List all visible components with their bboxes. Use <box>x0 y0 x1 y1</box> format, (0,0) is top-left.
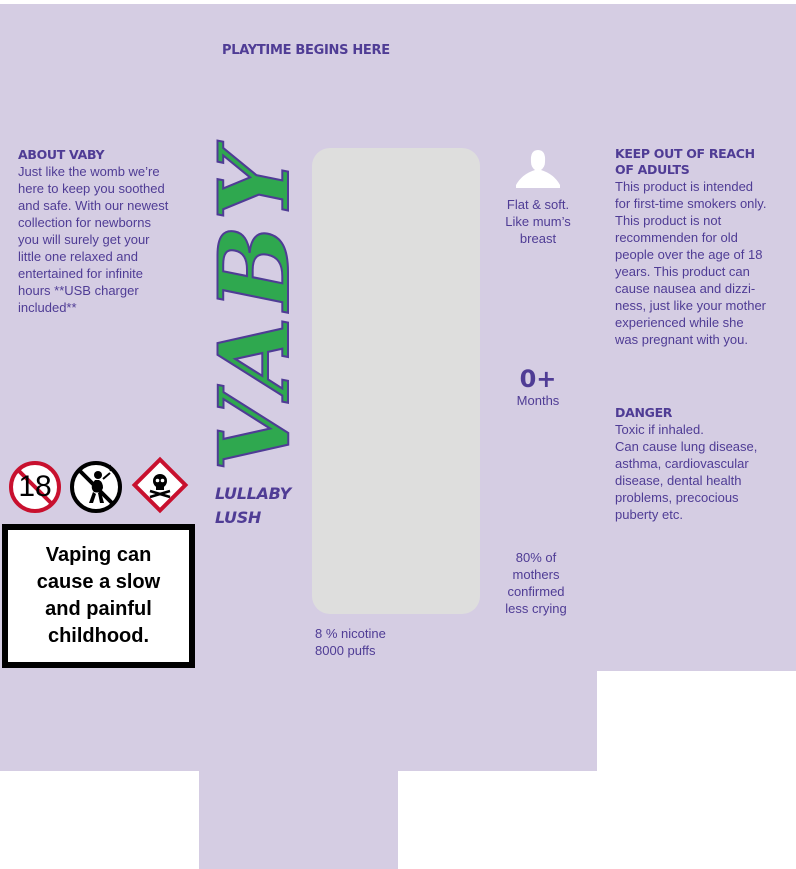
age-value: 0+ <box>519 365 557 393</box>
keep-out-line: This product is intended <box>615 179 754 194</box>
danger-section <box>615 405 793 523</box>
danger-line: asthma, cardiovascular <box>615 456 749 471</box>
product-name <box>215 482 291 530</box>
about-line: collection for newborns <box>18 215 151 230</box>
about-text <box>18 163 198 316</box>
danger-heading: DANGER <box>615 405 673 420</box>
danger-line: Can cause lung disease, <box>615 439 758 454</box>
danger-line: Toxic if inhaled. <box>615 422 704 437</box>
about-line: Just like the womb we’re <box>18 164 160 179</box>
product-name-line2: LUSH <box>215 508 262 527</box>
keep-out-heading-line2: OF ADULTS <box>615 162 690 177</box>
top-tagline: PLAYTIME BEGINS HERE <box>222 43 390 58</box>
about-line: you will surely get your <box>18 232 150 247</box>
about-section <box>18 147 198 316</box>
keep-out-heading-line1: KEEP OUT OF REACH <box>615 146 755 161</box>
health-warning-line: and painful <box>45 598 152 620</box>
no-pregnant-smoking-icon <box>70 461 122 513</box>
keep-out-line: ness, just like your mother <box>615 298 767 313</box>
health-warning-line: cause a slow <box>36 571 161 593</box>
bottom-flap-right <box>398 671 597 771</box>
health-warning-box <box>2 524 195 668</box>
danger-text <box>615 421 793 523</box>
danger-line: problems, precocious <box>615 490 739 505</box>
feature-line: Like mum’s <box>505 214 571 229</box>
stat-line: less crying <box>505 601 567 616</box>
toxic-skull-hazard-icon <box>131 456 189 514</box>
stat-line: 80% of <box>515 550 557 565</box>
stat-line: confirmed <box>507 584 565 599</box>
stat-text <box>486 549 586 617</box>
puffs-line: 8000 puffs <box>315 643 376 658</box>
about-line: included** <box>18 300 77 315</box>
bottom-flap-left <box>0 671 199 771</box>
health-warning-inner <box>8 530 189 662</box>
health-warning-line: Vaping can <box>45 544 152 566</box>
baby-bottle-nipple-icon <box>514 148 562 190</box>
no-under-18-icon <box>9 461 61 513</box>
bottom-flap-center <box>199 671 398 869</box>
about-line: little one relaxed and <box>18 249 138 264</box>
keep-out-section <box>615 146 793 348</box>
keep-out-text <box>615 178 793 348</box>
keep-out-line: cause nausea and dizzi- <box>615 281 756 296</box>
brand-logo <box>198 142 311 472</box>
keep-out-line: experienced while she <box>615 315 744 330</box>
no-under-18-label: 18 <box>18 470 52 503</box>
keep-out-line: recommenden for old <box>615 230 738 245</box>
feature-line: Flat & soft. <box>506 197 570 212</box>
feature-line: breast <box>519 231 557 246</box>
health-warning-text <box>37 542 160 650</box>
keep-out-line: people over the age of 18 <box>615 247 763 262</box>
about-line: and safe. With our newest <box>18 198 169 213</box>
brand-logo-text: VABY <box>198 142 311 472</box>
age-unit: Months <box>516 393 560 408</box>
keep-out-line: was pregnant with you. <box>615 332 748 347</box>
about-line: entertained for infinite <box>18 266 144 281</box>
keep-out-line: years. This product can <box>615 264 750 279</box>
feature-text <box>490 196 586 247</box>
nicotine-info <box>315 625 386 659</box>
product-name-line1: LULLABY <box>215 484 291 503</box>
about-line: here to keep you soothed <box>18 181 165 196</box>
danger-line: disease, dental health <box>615 473 742 488</box>
product-window <box>312 148 480 614</box>
danger-line: puberty etc. <box>615 507 683 522</box>
health-warning-line: childhood. <box>47 625 150 647</box>
keep-out-line: This product is not <box>615 213 722 228</box>
age-badge <box>490 366 586 409</box>
nicotine-line: 8 % nicotine <box>315 626 386 641</box>
about-heading: ABOUT VABY <box>18 147 105 162</box>
keep-out-line: for first-time smokers only. <box>615 196 767 211</box>
about-line: hours **USB charger <box>18 283 139 298</box>
stat-line: mothers <box>512 567 560 582</box>
